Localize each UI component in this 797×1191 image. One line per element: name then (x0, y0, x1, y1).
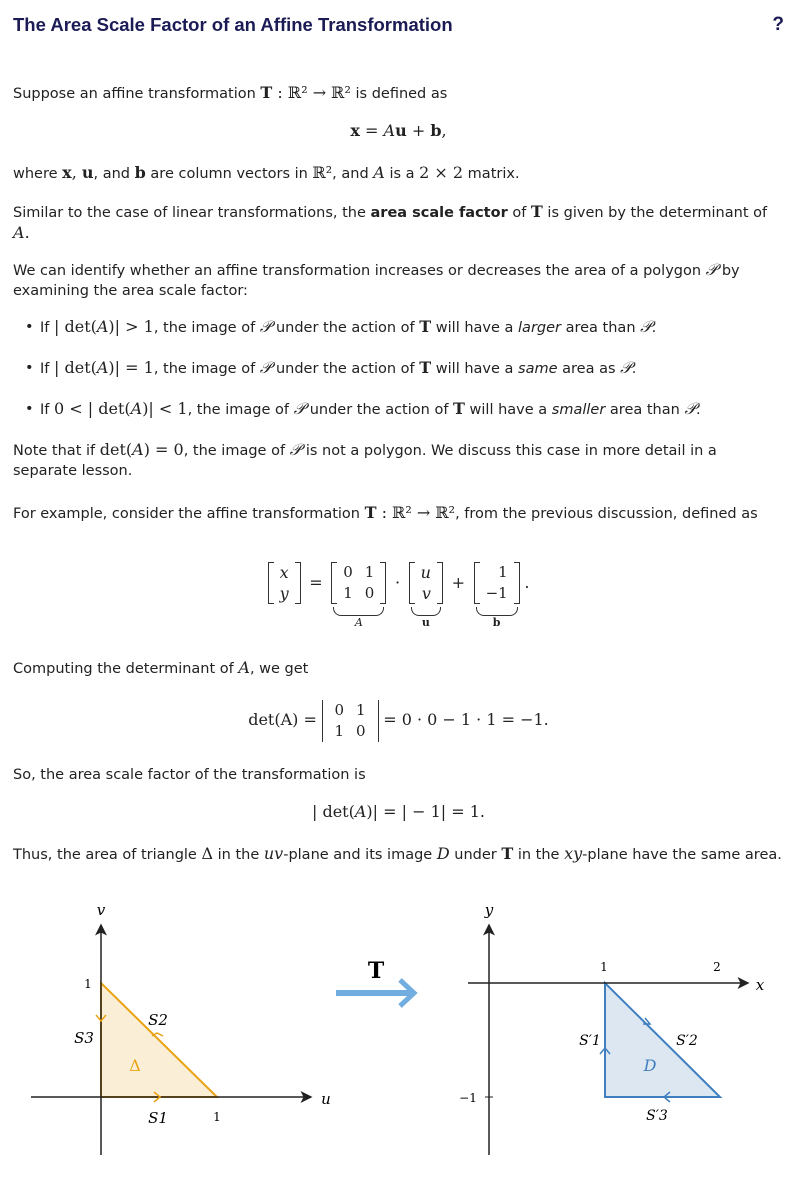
math-expression: )| = | − 1| = 1. (366, 802, 485, 821)
text-segment: area as (557, 361, 621, 377)
text-segment: in the (513, 847, 565, 863)
math-expression: A (13, 223, 25, 242)
text-segment: If (40, 402, 54, 418)
text-segment: If (40, 320, 54, 336)
math-expression: )| > 1 (108, 317, 154, 336)
math-expression: ℝ² (312, 163, 333, 182)
text-segment: larger (518, 320, 561, 336)
s3p-label: S′3 (646, 1108, 668, 1124)
text-segment: , the image of (153, 320, 260, 336)
u-tick-1: 1 (213, 1110, 221, 1124)
text-segment: area than (561, 320, 641, 336)
text-segment: area than (605, 402, 685, 418)
transformation-label: T (367, 958, 385, 984)
text-segment: is given by the determinant of (542, 205, 768, 221)
math-expression: T (364, 503, 377, 522)
math-expression: 𝒫 (259, 358, 272, 377)
text-segment: of (507, 205, 531, 221)
text-segment: smaller (551, 402, 606, 418)
math-expression: A (130, 399, 143, 418)
math-expression: Δ (201, 844, 214, 863)
text-segment: are column vectors in (145, 166, 313, 182)
determinant-equation: det(A) = 0 1 1 0 = 0 · 0 − 1 · 1 = −1. (248, 701, 549, 740)
math-expression: | det( (54, 358, 97, 377)
text-segment: , the image of (183, 443, 290, 459)
math-expression: A (96, 317, 109, 336)
s1-label: S1 (148, 1109, 168, 1127)
x-tick-1: 1 (600, 960, 608, 974)
text-segment: , the image of (187, 402, 294, 418)
math-expression: T (501, 844, 514, 863)
text-segment: For example, consider the affine transformation (13, 506, 365, 522)
matrix-equation: x y = 0 1 1 0 A · u v u + 1 −1 b . (0, 562, 797, 629)
math-expression: xy (564, 844, 583, 863)
text-segment: . (651, 320, 657, 336)
text-segment: , from the previous discussion, defined as (455, 506, 758, 522)
s2-label: S2 (148, 1011, 168, 1029)
text-segment: will have a (431, 320, 519, 336)
text-segment: same (518, 361, 558, 377)
y-tick-neg1: −1 (459, 1091, 477, 1105)
math-expression: A (132, 440, 144, 459)
D-label: D (643, 1056, 657, 1075)
math-expression: )| = 1 (108, 358, 154, 377)
math-expression: 𝒫 (293, 399, 306, 418)
x-tick-2: 2 (713, 960, 721, 974)
vector-b: 1 −1 b (474, 562, 520, 629)
text-segment: . (695, 402, 701, 418)
text-segment: by examining the area scale factor: (13, 263, 740, 299)
math-expression: : ℝ² → ℝ² (272, 83, 351, 102)
s1p-label: S′1 (579, 1033, 601, 1049)
matrix-A: 0 1 1 0 A (331, 562, 386, 629)
text-segment: under (449, 847, 502, 863)
math-expression: 2 × 2 (419, 163, 464, 182)
math-expression: A (354, 802, 367, 821)
x-axis-label: x (755, 976, 765, 994)
math-expression: uv (263, 844, 284, 863)
math-expression: 𝒫 (289, 440, 302, 459)
text-segment: Thus, the area of triangle (13, 847, 202, 863)
text-segment: Note that if (13, 443, 100, 459)
text-segment: under the action of (271, 320, 420, 336)
text-segment: -plane and its image (283, 847, 437, 863)
math-expression: + (406, 121, 431, 140)
text-segment: is a (384, 166, 420, 182)
math-expression: : ℝ² → ℝ² (376, 503, 456, 522)
determinant-matrix: 0 1 1 0 (322, 700, 379, 742)
text-segment: Suppose an affine transformation (13, 86, 261, 102)
text-segment: will have a (431, 361, 519, 377)
text-segment: , and (93, 166, 135, 182)
math-expression: A (383, 121, 396, 140)
math-expression: T (419, 358, 432, 377)
text-segment: So, the area scale factor of the transformation is (13, 767, 366, 783)
help-button[interactable]: ? (772, 14, 784, 35)
math-expression: , (71, 163, 82, 182)
u-axis-label: u (321, 1090, 331, 1108)
text-segment: , we get (249, 661, 309, 677)
text-segment: area scale factor (370, 205, 508, 221)
vector-u: u v u (409, 562, 443, 629)
math-expression: 𝒫 (705, 260, 718, 279)
text-segment: is defined as (350, 86, 448, 102)
math-expression: u (395, 121, 407, 140)
math-expression: | det( (54, 317, 97, 336)
math-expression: 𝒫 (640, 317, 652, 336)
math-expression: . (24, 223, 30, 242)
text-segment: matrix. (463, 166, 520, 182)
text-segment: Similar to the case of linear transformations, the (13, 205, 371, 221)
math-expression: = (359, 121, 384, 140)
math-expression: , (441, 121, 447, 140)
math-expression: T (453, 399, 465, 418)
y-axis-label: y (484, 901, 494, 919)
text-segment: -plane have the same area. (582, 847, 782, 863)
math-expression: A (373, 163, 385, 182)
text-segment: is not a polygon. We discuss this case in more detail in a separate lesson. (13, 443, 717, 479)
math-expression: 𝒫 (620, 358, 632, 377)
text-segment: under the action of (271, 361, 420, 377)
math-expression: 0 < | det( (54, 399, 131, 418)
s3-label: S3 (74, 1029, 94, 1047)
math-expression: D (436, 844, 450, 863)
math-expression: u (81, 163, 94, 182)
text-segment: where (13, 166, 63, 182)
math-expression: 𝒫 (684, 399, 696, 418)
text-segment: . (631, 361, 637, 377)
delta-label: Δ (129, 1056, 141, 1075)
text-segment: We can identify whether an affine transformation increases or decreases the area of a polygon (13, 263, 706, 279)
math-expression: )| < 1 (142, 399, 188, 418)
text-segment: in the (213, 847, 264, 863)
triangle-D (605, 983, 720, 1097)
math-expression: b (134, 163, 146, 182)
v-tick-1: 1 (84, 977, 92, 991)
math-expression: det( (99, 440, 133, 459)
v-axis-label: v (96, 901, 106, 919)
math-expression: A (96, 358, 109, 377)
text-segment: , the image of (153, 361, 260, 377)
text-segment: , and (332, 166, 374, 182)
text-segment: Computing the determinant of (13, 661, 239, 677)
math-expression: | det( (311, 802, 355, 821)
math-expression: 𝒫 (259, 317, 272, 336)
math-expression: x (62, 163, 72, 182)
s2p-label: S′2 (676, 1033, 698, 1049)
math-expression: ) = 0 (143, 440, 184, 459)
text-segment: under the action of (305, 402, 454, 418)
text-segment: If (40, 361, 54, 377)
math-expression: T (530, 202, 543, 221)
math-expression: x (350, 121, 360, 140)
math-expression: A (238, 658, 250, 677)
math-expression: b (430, 121, 442, 140)
text-segment: will have a (464, 402, 552, 418)
xy-vector: x y (268, 562, 301, 604)
triangle-delta (101, 983, 217, 1097)
page-title: The Area Scale Factor of an Affine Transformation (13, 14, 453, 35)
math-expression: T (419, 317, 432, 336)
math-expression: T (260, 83, 273, 102)
